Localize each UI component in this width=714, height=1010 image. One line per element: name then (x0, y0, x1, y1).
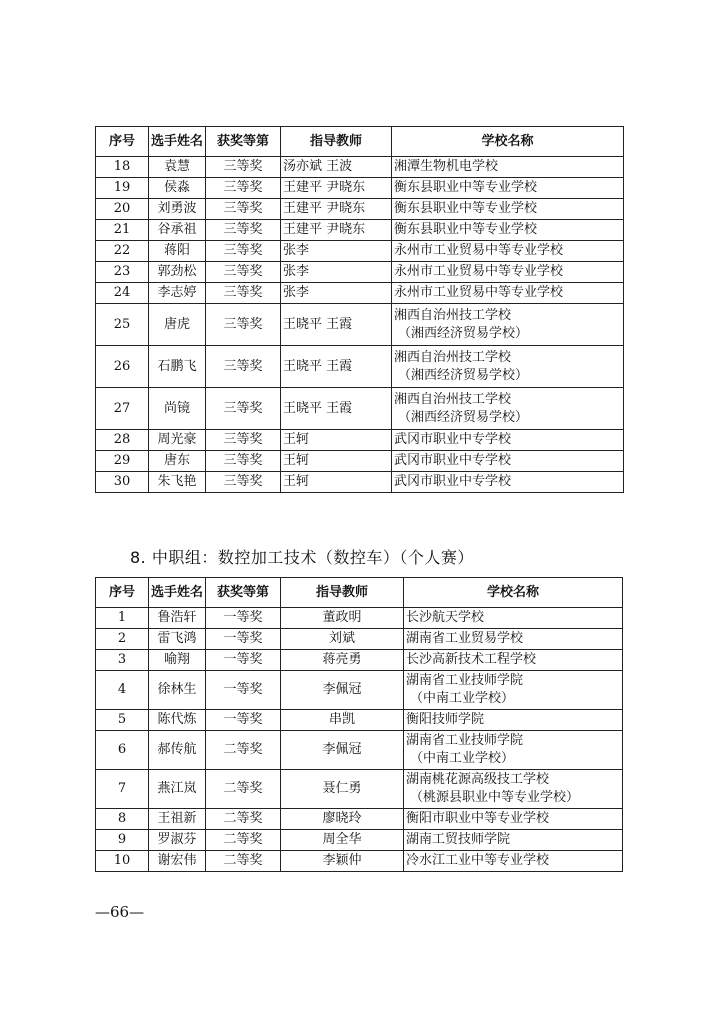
cell-school-name (404, 830, 623, 851)
header-contestant-name: 选手姓名 (149, 127, 206, 157)
school-name-line: 永州市工业贸易中等专业学校 (394, 243, 564, 258)
school-name-line: 湘西自治州技工学校 (394, 349, 512, 365)
table-row (96, 472, 624, 493)
school-name-line: 湖南省工业技师学院 (406, 733, 524, 748)
header-award-level: 获奖等第 (206, 127, 281, 157)
cell-number: 24 (96, 283, 149, 304)
cell-award-level: 三等奖 (206, 388, 281, 430)
cell-instructor: 刘斌 (281, 629, 404, 650)
cell-contestant-name: 唐虎 (149, 304, 206, 346)
school-name-line: 武冈市职业中专学校 (394, 474, 512, 489)
cell-instructor: 李佩冠 (281, 671, 404, 710)
header-school-name: 学校名称 (404, 578, 623, 608)
table-row (96, 451, 624, 472)
cell-award-level: 三等奖 (206, 304, 281, 346)
table-row (96, 346, 624, 388)
school-name-line: 湖南省工业贸易学校 (406, 631, 524, 646)
cell-contestant-name: 石鹏飞 (149, 346, 206, 388)
table-row (96, 851, 623, 872)
cell-school-name (404, 770, 623, 809)
cell-number: 21 (96, 220, 149, 241)
school-name-line: 永州市工业贸易中等专业学校 (394, 285, 564, 300)
header-instructor: 指导教师 (281, 578, 404, 608)
cell-contestant-name: 袁慧 (149, 157, 206, 178)
cell-instructor: 王建平 尹晓东 (281, 178, 392, 199)
cell-number: 29 (96, 451, 149, 472)
cell-instructor: 王晓平 王霞 (281, 304, 392, 346)
cell-number: 1 (96, 608, 149, 629)
cell-instructor: 李佩冠 (281, 731, 404, 770)
cell-number: 18 (96, 157, 149, 178)
cell-award-level: 三等奖 (206, 241, 281, 262)
cell-instructor: 蒋亮勇 (281, 650, 404, 671)
table-row (96, 629, 623, 650)
cell-contestant-name: 燕江岚 (149, 770, 206, 809)
cell-instructor: 张李 (281, 262, 392, 283)
cell-contestant-name: 刘勇波 (149, 199, 206, 220)
table-row (96, 241, 624, 262)
table-row (96, 304, 624, 346)
cell-contestant-name: 谷承祖 (149, 220, 206, 241)
cell-contestant-name: 李志婷 (149, 283, 206, 304)
table-body (96, 608, 623, 872)
table-row (96, 731, 623, 770)
section-heading: 8. 中职组：数控加工技术（数控车）（个人赛） (130, 548, 474, 567)
cell-number: 9 (96, 830, 149, 851)
cell-number: 23 (96, 262, 149, 283)
cell-contestant-name: 周光豪 (149, 430, 206, 451)
cell-instructor: 董政明 (281, 608, 404, 629)
school-name-line: （湘西经济贸易学校） (398, 409, 529, 425)
cell-number: 26 (96, 346, 149, 388)
cell-school-name (392, 388, 624, 430)
cell-school-name (392, 157, 624, 178)
cell-award-level: 二等奖 (206, 830, 281, 851)
cell-award-level: 二等奖 (206, 851, 281, 872)
cell-school-name (392, 346, 624, 388)
cell-number: 6 (96, 731, 149, 770)
header-contestant-name: 选手姓名 (149, 578, 206, 608)
cell-number: 20 (96, 199, 149, 220)
cell-contestant-name: 唐东 (149, 451, 206, 472)
school-name-line: 冷水江工业中等专业学校 (406, 853, 550, 868)
cell-contestant-name: 徐林生 (149, 671, 206, 710)
cell-number: 3 (96, 650, 149, 671)
cell-number: 28 (96, 430, 149, 451)
cell-instructor: 王建平 尹晓东 (281, 199, 392, 220)
cell-award-level: 三等奖 (206, 451, 281, 472)
cell-number: 27 (96, 388, 149, 430)
table-row (96, 430, 624, 451)
cell-award-level: 一等奖 (206, 671, 281, 710)
table-row (96, 157, 624, 178)
school-name-line: 湘西自治州技工学校 (394, 307, 512, 323)
school-name-line: 湖南省工业技师学院 (406, 673, 524, 688)
cell-award-level: 二等奖 (206, 770, 281, 809)
cell-school-name (404, 671, 623, 710)
cell-school-name (404, 851, 623, 872)
cell-contestant-name: 蒋阳 (149, 241, 206, 262)
cell-instructor: 李颖仲 (281, 851, 404, 872)
table-row (96, 178, 624, 199)
cell-instructor: 聂仁勇 (281, 770, 404, 809)
cell-school-name (392, 304, 624, 346)
cell-instructor: 王轲 (281, 430, 392, 451)
header-instructor: 指导教师 (281, 127, 392, 157)
school-name-line: 湘西自治州技工学校 (394, 391, 512, 407)
cell-contestant-name: 郭劲松 (149, 262, 206, 283)
cell-award-level: 一等奖 (206, 710, 281, 731)
school-name-line: 武冈市职业中专学校 (394, 453, 512, 468)
cell-award-level: 三等奖 (206, 262, 281, 283)
cell-instructor: 张李 (281, 283, 392, 304)
table-row (96, 830, 623, 851)
school-name-line: 武冈市职业中专学校 (394, 432, 512, 447)
cell-instructor: 廖晓玲 (281, 809, 404, 830)
table-row (96, 262, 624, 283)
table-row (96, 650, 623, 671)
cell-contestant-name: 喻翔 (149, 650, 206, 671)
cell-school-name (392, 472, 624, 493)
cell-award-level: 三等奖 (206, 178, 281, 199)
page-number: —66— (95, 903, 145, 921)
cell-school-name (404, 650, 623, 671)
award-table-continued (95, 126, 624, 493)
cell-award-level: 三等奖 (206, 220, 281, 241)
cell-instructor: 张李 (281, 241, 392, 262)
table-row (96, 199, 624, 220)
cell-contestant-name: 尚镜 (149, 388, 206, 430)
cell-number: 30 (96, 472, 149, 493)
school-name-line: 衡阳市职业中等专业学校 (406, 811, 550, 826)
table-row (96, 608, 623, 629)
cell-school-name (392, 262, 624, 283)
cell-school-name (404, 608, 623, 629)
table-row (96, 671, 623, 710)
cell-instructor: 串凯 (281, 710, 404, 731)
school-name-line: 湖南工贸技师学院 (406, 832, 511, 847)
school-name-line: 永州市工业贸易中等专业学校 (394, 264, 564, 279)
school-name-line: 衡东县职业中等专业学校 (394, 201, 538, 216)
cell-school-name (392, 430, 624, 451)
cell-number: 8 (96, 809, 149, 830)
cell-school-name (404, 809, 623, 830)
cell-award-level: 三等奖 (206, 283, 281, 304)
header-school-name: 学校名称 (392, 127, 624, 157)
cell-school-name (392, 178, 624, 199)
cell-contestant-name: 雷飞鸿 (149, 629, 206, 650)
school-name-line: 衡阳技师学院 (406, 712, 485, 727)
cell-school-name (392, 241, 624, 262)
table-row (96, 809, 623, 830)
school-name-line: 长沙高新技术工程学校 (406, 652, 537, 667)
cell-number: 22 (96, 241, 149, 262)
cell-school-name (392, 451, 624, 472)
cell-award-level: 二等奖 (206, 731, 281, 770)
cell-school-name (404, 710, 623, 731)
cell-number: 25 (96, 304, 149, 346)
cell-award-level: 三等奖 (206, 472, 281, 493)
school-name-line: 衡东县职业中等专业学校 (394, 180, 538, 195)
table-row (96, 283, 624, 304)
header-number: 序号 (96, 578, 149, 608)
school-name-line: 湘潭生物机电学校 (394, 159, 499, 174)
cell-number: 4 (96, 671, 149, 710)
school-name-line: （湘西经济贸易学校） (398, 367, 529, 383)
cell-award-level: 二等奖 (206, 809, 281, 830)
header-number: 序号 (96, 127, 149, 157)
cell-instructor: 周全华 (281, 830, 404, 851)
cell-award-level: 三等奖 (206, 157, 281, 178)
cell-contestant-name: 罗淑芬 (149, 830, 206, 851)
cell-contestant-name: 王祖新 (149, 809, 206, 830)
cell-school-name (404, 731, 623, 770)
cell-number: 5 (96, 710, 149, 731)
cell-award-level: 一等奖 (206, 608, 281, 629)
cell-contestant-name: 侯淼 (149, 178, 206, 199)
table-row (96, 220, 624, 241)
table-row (96, 710, 623, 731)
cell-number: 7 (96, 770, 149, 809)
cell-award-level: 一等奖 (206, 650, 281, 671)
cell-school-name (392, 283, 624, 304)
cell-award-level: 三等奖 (206, 346, 281, 388)
school-name-line: （中南工业学校） (410, 691, 515, 706)
table-body (96, 157, 624, 493)
cell-award-level: 一等奖 (206, 629, 281, 650)
school-name-line: （桃源县职业中等专业学校） (410, 790, 580, 805)
cell-contestant-name: 朱飞艳 (149, 472, 206, 493)
cell-number: 10 (96, 851, 149, 872)
cell-instructor: 汤亦斌 王波 (281, 157, 392, 178)
cell-school-name (392, 199, 624, 220)
cell-award-level: 三等奖 (206, 430, 281, 451)
table-header-row (96, 578, 623, 608)
cell-contestant-name: 鲁浩轩 (149, 608, 206, 629)
cell-instructor: 王建平 尹晓东 (281, 220, 392, 241)
cell-instructor: 王轲 (281, 451, 392, 472)
cell-instructor: 王轲 (281, 472, 392, 493)
school-name-line: （中南工业学校） (410, 751, 515, 766)
cell-school-name (404, 629, 623, 650)
cell-number: 2 (96, 629, 149, 650)
school-name-line: 湖南桃花源高级技工学校 (406, 772, 550, 787)
table-header-row (96, 127, 624, 157)
table-row (96, 388, 624, 430)
cell-contestant-name: 陈代炼 (149, 710, 206, 731)
school-name-line: （湘西经济贸易学校） (398, 325, 529, 341)
school-name-line: 衡东县职业中等专业学校 (394, 222, 538, 237)
cell-instructor: 王晓平 王霞 (281, 388, 392, 430)
cell-contestant-name: 谢宏伟 (149, 851, 206, 872)
cell-number: 19 (96, 178, 149, 199)
table-row (96, 770, 623, 809)
school-name-line: 长沙航天学校 (406, 610, 485, 625)
header-award-level: 获奖等第 (206, 578, 281, 608)
cell-contestant-name: 郝传航 (149, 731, 206, 770)
cell-school-name (392, 220, 624, 241)
cell-award-level: 三等奖 (206, 199, 281, 220)
cnc-turning-award-table (95, 577, 623, 872)
cell-instructor: 王晓平 王霞 (281, 346, 392, 388)
